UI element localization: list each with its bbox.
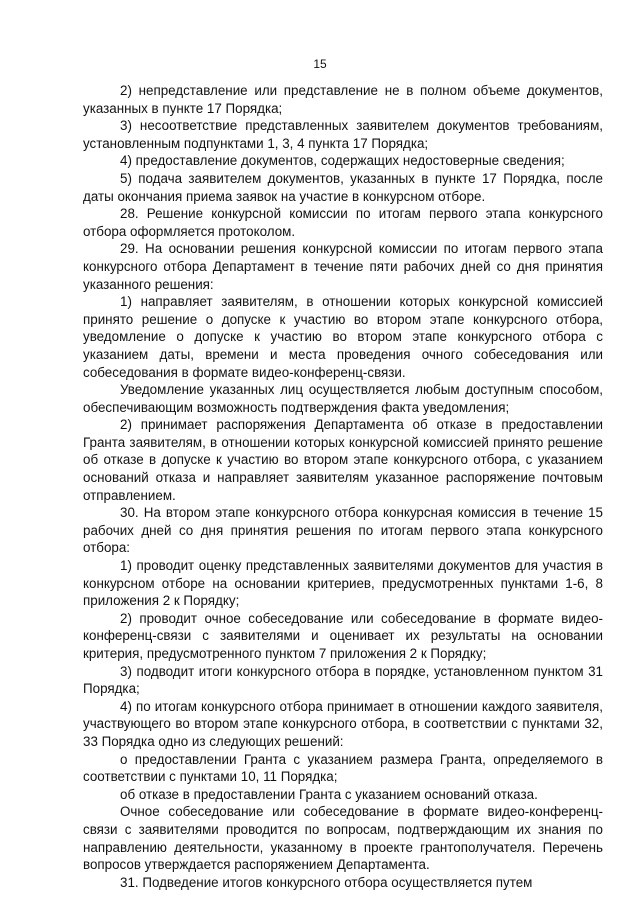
paragraph: 2) непредставление или представление не в полном объеме документов, указанных в пункте 17 Порядка; xyxy=(83,83,603,116)
paragraph: Очное собеседование или собеседование в формате видео-конференц-связи с заявителями проводится по вопросам, подтверждающим их знания по направлению деятельности, указанному в проекте грантополучателя. Перечень вопросов утверждается распоряжением Департамента. xyxy=(83,804,603,873)
paragraph: об отказе в предоставлении Гранта с указанием оснований отказа. xyxy=(120,786,538,802)
paragraph: 1) направляет заявителям, в отношении которых конкурсной комиссией принято решение о допуске к участию во втором этапе конкурсного отбора, уведомление о допуске к участию во втором этапе конкурсного отбора с указанием даты, времени и места проведения очного собеседования или собеседования в формате видео-конференц-связи. xyxy=(83,294,603,380)
paragraph: Уведомление указанных лиц осуществляется любым доступным способом, обеспечивающим возможность подтверждения факта уведомления; xyxy=(83,382,603,415)
document-body xyxy=(83,82,603,891)
page-number: 15 xyxy=(313,57,327,71)
paragraph: 1) проводит оценку представленных заявителями документов для участия в конкурсном отборе на основании критериев, предусмотренных пунктами 1-6, 8 приложения 2 к Порядку; xyxy=(83,558,603,609)
paragraph: 2) принимает распоряжения Департамента об отказе в предоставлении Гранта заявителям, в отношении которых конкурсной комиссией принято решение об отказе в допуске к участию во втором этапе конкурсного отбора, с указанием оснований отказа и направляет заявителям указанное распоряжение почтовым отправлением. xyxy=(83,417,603,503)
paragraph: 4) предоставление документов, содержащих недостоверные сведения; xyxy=(120,153,565,169)
paragraph: 30. На втором этапе конкурсного отбора конкурсная комиссия в течение 15 рабочих дней со дня принятия решения по итогам первого этапа конкурсного отбора: xyxy=(83,505,603,556)
paragraph: 4) по итогам конкурсного отбора принимает в отношении каждого заявителя, участвующего во втором этапе конкурсного отбора, в соответствии с пунктами 32, 33 Порядка одно из следующих решений: xyxy=(83,698,603,749)
paragraph: 31. Подведение итогов конкурсного отбора осуществляется путем xyxy=(120,874,533,890)
paragraph: 29. На основании решения конкурсной комиссии по итогам первого этапа конкурсного отбора Департамент в течение пяти рабочих дней со дня принятия указанного решения: xyxy=(83,241,603,292)
paragraph: 28. Решение конкурсной комиссии по итогам первого этапа конкурсного отбора оформляется протоколом. xyxy=(83,206,603,239)
paragraph: 5) подача заявителем документов, указанных в пункте 17 Порядка, после даты окончания приема заявок на участие в конкурсном отборе. xyxy=(83,170,603,204)
paragraph: 3) несоответствие представленных заявителем документов требованиям, установленным подпунктами 1, 3, 4 пункта 17 Порядка; xyxy=(83,118,603,151)
paragraph: 2) проводит очное собеседование или собеседование в формате видео-конференц-связи с заявителями и оценивает их результаты на основании критерия, предусмотренного пунктом 7 приложения 2 к Порядку; xyxy=(83,610,603,661)
paragraph: о предоставлении Гранта с указанием размера Гранта, определяемого в соответствии с пунктами 10, 11 Порядка; xyxy=(83,751,603,785)
paragraph: 3) подводит итоги конкурсного отбора в порядке, установленном пунктом 31 Порядка; xyxy=(83,663,603,697)
